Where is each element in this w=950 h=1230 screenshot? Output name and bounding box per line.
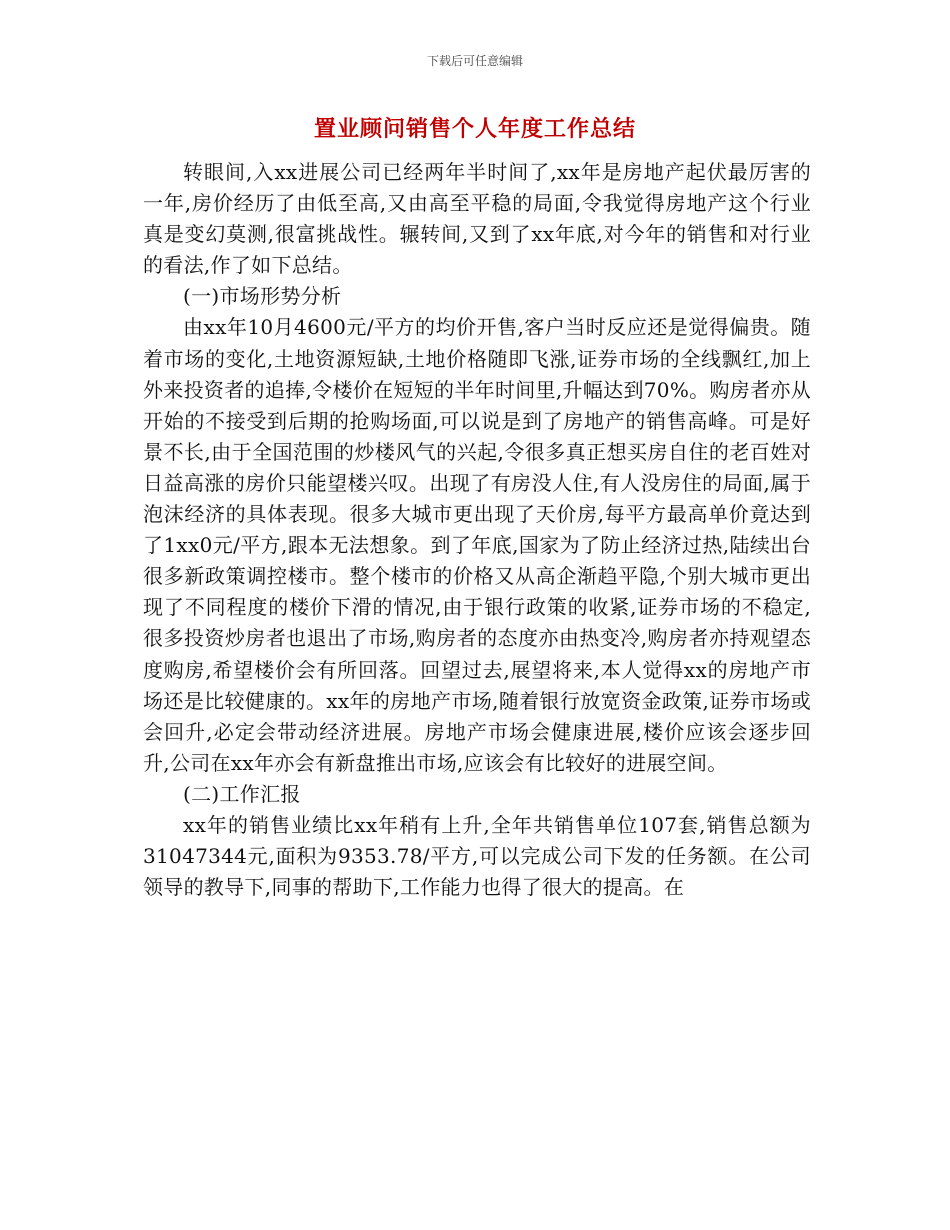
header-note: 下载后可任意编辑 — [426, 54, 523, 68]
market-analysis-paragraph: 由xx年10月4600元/平方的均价开售,客户当时反应还是觉得偏贵。随着市场的变化,土地资源短缺,土地价格随即飞涨,证券市场的全线飘红,加上外来投资者的追捧,令楼价在短短的半年时间里,升幅达到70%。购房者亦从开始的不接受到后期的抢购场面,可以说是到了房地产的销售高峰。可是好景不长,由于全国范围的炒楼风气的兴起,令很多真正想买房自住的老百姓对日益高涨的房价只能望楼兴叹。出现了有房没人住,有人没房住的局面,属于泡沫经济的具体表现。很多大城市更出现了天价房,每平方最高单价竟达到了1xx0元/平方,跟本无法想象。到了年底,国家为了防止经济过热,陆续出台很多新政策调控楼市。整个楼市的价格又从高企渐趋平隐,个别大城市更出现了不同程度的楼价下滑的情况,由于银行政策的收紧,证券市场的不稳定,很多投资炒房者也退出了市场,购房者的态度亦由热变冷,购房者亦持观望态度购房,希望楼价会有所回落。回望过去,展望将来,本人觉得xx的房地产市场还是比较健康的。xx年的房地产市场,随着银行放宽资金政策,证券市场或会回升,必定会带动经济进展。房地产市场会健康进展,楼价应该会逐步回升,公司在xx年亦会有新盘推出市场,应该会有比较好的进展空间。 — [143, 315, 811, 775]
intro-paragraph: 转眼间,入xx进展公司已经两年半时间了,xx年是房地产起伏最厉害的一年,房价经历了由低至高,又由高至平稳的局面,令我觉得房地产这个行业真是变幻莫测,很富挑战性。辗转间,又到了xx年底,对今年的销售和对行业的看法,作了如下总结。 — [143, 160, 811, 278]
work-report-paragraph: xx年的销售业绩比xx年稍有上升,全年共销售单位107套,销售总额为31047344元,面积为9353.78/平方,可以完成公司下发的任务额。在公司领导的教导下,同事的帮助下,工作能力也得了很大的提高。在 — [143, 812, 811, 900]
section-heading-report: (二)工作汇报 — [183, 781, 301, 806]
section-heading-market: (一)市场形势分析 — [183, 284, 342, 309]
document-title: 置业顾问销售个人年度工作总结 — [313, 116, 636, 142]
document-body — [143, 157, 811, 903]
